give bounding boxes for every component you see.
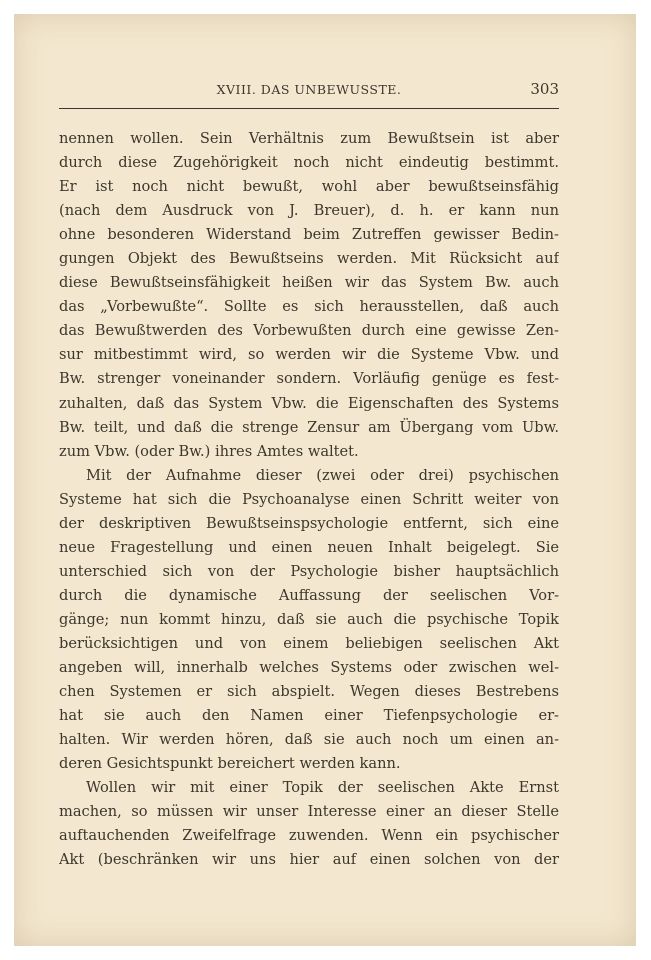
text-line: berücksichtigen und von einem beliebigen seelischen Akt [59,634,559,652]
text-line: halten. Wir werden hören, daß sie auch noch um einen an- [59,731,559,749]
page-header [59,82,559,104]
text-line: hat sie auch den Namen einer Tiefenpsychologie er- [59,707,559,725]
text-line: durch diese Zugehörigkeit noch nicht eindeutig bestimmt. [59,154,559,172]
text-line: Er ist noch nicht bewußt, wohl aber bewußtseinsfähig [59,178,559,196]
text-line: Bw. strenger voneinander sondern. Vorläufig genüge es fest- [59,370,559,388]
text-line: Systeme hat sich die Psychoanalyse einen Schritt weiter von [59,490,559,508]
paragraph-first-line: Wollen wir mit einer Topik der seelischen Akte Ernst [86,779,559,797]
running-title: XVIII. DAS UNBEWUSSTE. [216,82,402,97]
text-line: das Bewußtwerden des Vorbewußten durch eine gewisse Zen- [59,322,559,340]
text-line: Akt (beschränken wir uns hier auf einen solchen von der [59,851,559,869]
text-line: Bw. teilt, und daß die strenge Zensur am Übergang vom Ubw. [59,418,559,436]
header-rule [59,108,559,109]
text-line: gungen Objekt des Bewußtseins werden. Mit Rücksicht auf [59,250,559,268]
text-line: ohne besonderen Widerstand beim Zutreffen gewisser Bedin- [59,226,559,244]
text-line: machen, so müssen wir unser Interesse einer an dieser Stelle [59,803,559,821]
text-line: sur mitbestimmt wird, so werden wir die Systeme Vbw. und [59,346,559,364]
text-line: (nach dem Ausdruck von J. Breuer), d. h. er kann nun [59,202,559,220]
text-line: gänge; nun kommt hinzu, daß sie auch die psychische Topik [59,610,559,628]
body-text [59,127,559,872]
text-line: diese Bewußtseinsfähigkeit heißen wir das System Bw. auch [59,274,559,292]
paragraph-last-line: zum Vbw. (oder Bw.) ihres Amtes waltet. [59,442,359,460]
text-line: durch die dynamische Auffassung der seelischen Vor- [59,586,559,604]
text-line: chen Systemen er sich abspielt. Wegen dieses Bestrebens [59,683,559,701]
text-line: angeben will, innerhalb welches Systems oder zwischen wel- [59,659,559,677]
text-line: das „Vorbewußte“. Sollte es sich herausstellen, daß auch [59,298,559,316]
book-page [14,14,636,946]
paragraph-last-line: deren Gesichtspunkt bereichert werden kann. [59,755,401,773]
text-line: nennen wollen. Sein Verhältnis zum Bewußtsein ist aber [59,130,559,147]
text-line: unterschied sich von der Psychologie bisher hauptsächlich [59,562,559,580]
page-number: 303 [530,80,559,98]
text-line: neue Fragestellung und einen neuen Inhalt beigelegt. Sie [59,538,559,556]
text-line: der deskriptiven Bewußtseinspsychologie entfernt, sich eine [59,514,559,532]
text-line: zuhalten, daß das System Vbw. die Eigenschaften des Systems [59,394,559,412]
paragraph-first-line: Mit der Aufnahme dieser (zwei oder drei) psychischen [86,466,559,484]
text-line: auftauchenden Zweifelfrage zuwenden. Wenn ein psychischer [59,827,559,845]
